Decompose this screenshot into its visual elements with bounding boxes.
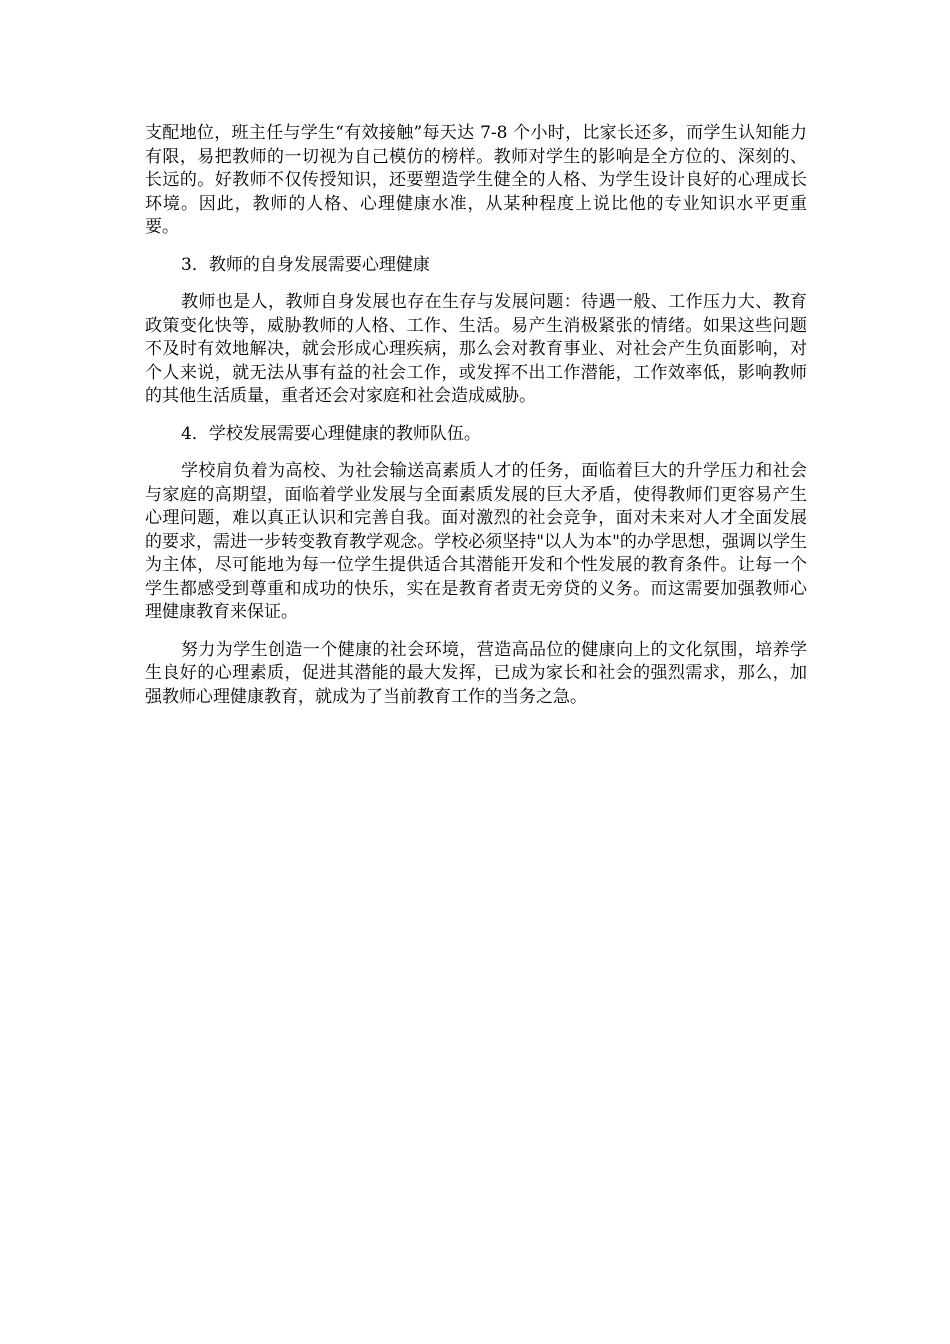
section-heading-4: 4．学校发展需要心理健康的教师队伍。 [181, 423, 481, 444]
paragraph-teacher-development: 教师也是人，教师自身发展也存在生存与发展问题：待遇一般、工作压力大、教育政策变化快等，威胁教师的人格、工作、生活。易产生消极紧张的情绪。如果这些问题不及时有效地解决，就会形成心理疾病，那么会对教育事业、对社会产生负面影响，对个人来说，就无法从事有益的社会工作，或发挥不出工作潜能，工作效率低，影响教师的其他生活质量，重者还会对家庭和社会造成威胁。 [145, 292, 807, 406]
paragraph-school-development: 学校肩负着为高校、为社会输送高素质人才的任务，面临着巨大的升学压力和社会与家庭的高期望，面临着学业发展与全面素质发展的巨大矛盾，使得教师们更容易产生心理问题，难以真正认识和完善自我。面对激烈的社会竞争，面对未来对人才全面发展的要求，需进一步转变教育教学观念。学校必须坚持"以人为本"的办学思想，强调以学生为主体，尽可能地为每一位学生提供适合其潜能开发和个性发展的教育条件。让每一个学生都感受到尊重和成功的快乐，实在是教育者责无旁贷的义务。而这需要加强教师心理健康教育来保证。 [145, 461, 807, 622]
paragraph-conclusion: 努力为学生创造一个健康的社会环境，营造高品位的健康向上的文化氛围，培养学生良好的心理素质，促进其潜能的最大发挥，已成为家长和社会的强烈需求，那么，加强教师心理健康教育，就成为了当前教育工作的当务之急。 [145, 639, 807, 707]
paragraph-continued: 支配地位，班主任与学生“有效接触”每天达 7-8 个小时，比家长还多，而学生认知能力有限，易把教师的一切视为自己模仿的榜样。教师对学生的影响是全方位的、深刻的、长远的。好教师不仅传授知识，还要塑造学生健全的人格、为学生设计良好的心理成长环境。因此，教师的人格、心理健康水准，从某种程度上说比他的专业知识水平更重要。 [145, 123, 807, 237]
section-heading-3: 3．教师的自身发展需要心理健康 [181, 254, 430, 275]
document-body [145, 122, 807, 723]
